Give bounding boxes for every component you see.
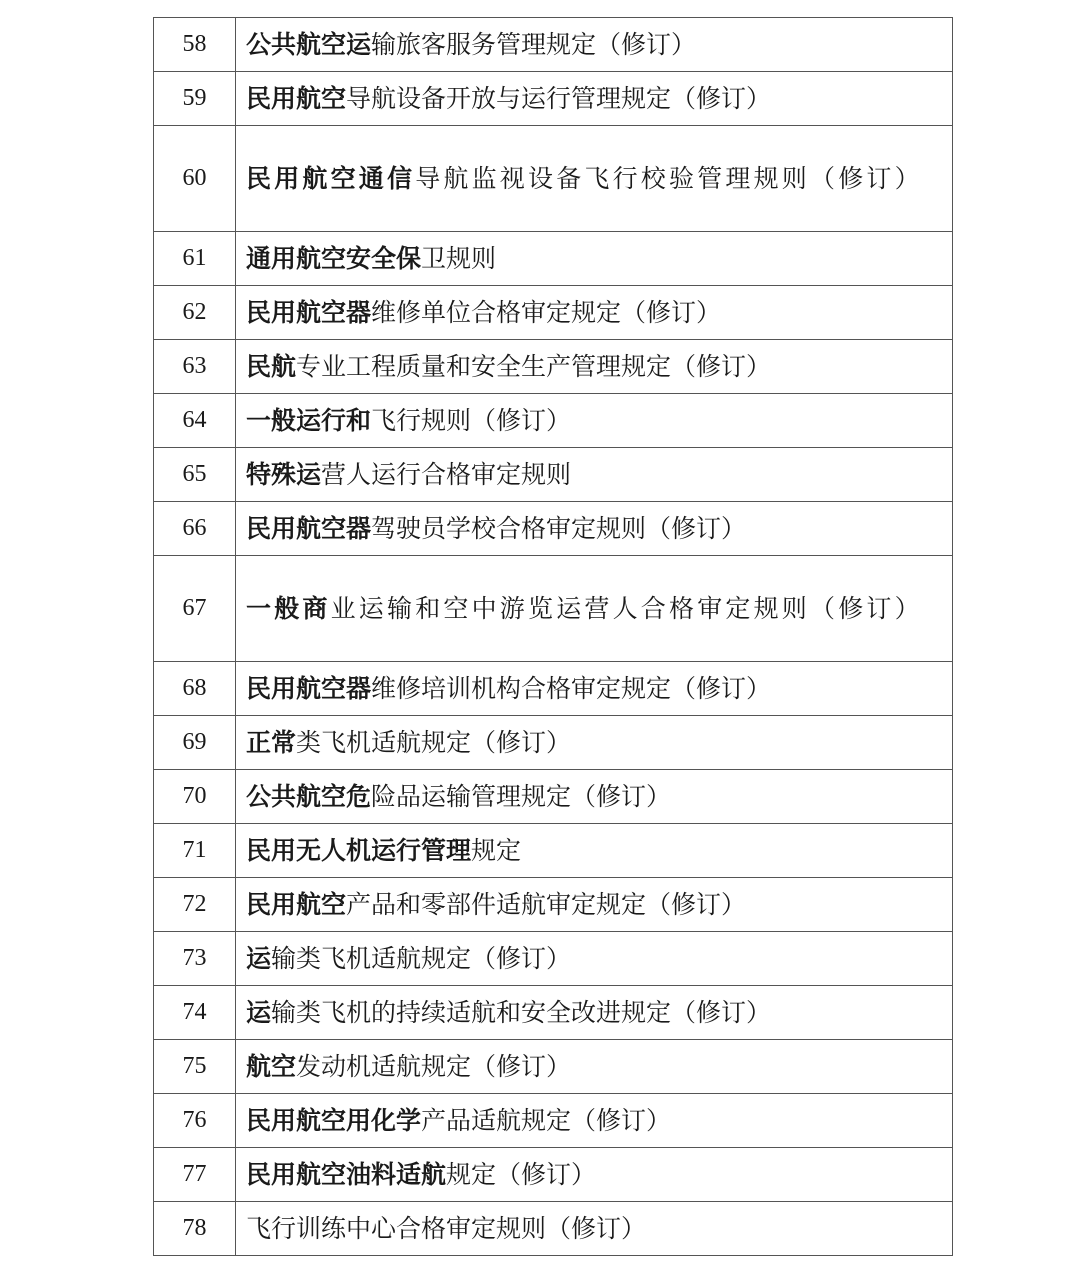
regulation-title <box>236 18 953 72</box>
row-number: 73 <box>154 932 236 986</box>
regulation-title <box>236 502 953 556</box>
regulation-title-bold: 运 <box>246 944 272 973</box>
regulation-title-text <box>246 298 721 327</box>
regulation-title-text <box>246 1052 571 1081</box>
row-number: 78 <box>154 1202 236 1256</box>
regulation-title <box>236 286 953 340</box>
regulation-title <box>236 126 953 232</box>
row-number: 60 <box>154 126 236 232</box>
regulation-title-rest: 产品和零部件适航审定规定（修订） <box>346 890 747 919</box>
table-row <box>154 556 953 662</box>
row-number: 69 <box>154 716 236 770</box>
regulation-title-rest: 业运输和空中游览运营人合格审定规则（修订） <box>330 593 923 623</box>
row-number: 64 <box>154 394 236 448</box>
regulation-title-text <box>246 836 521 865</box>
regulation-title <box>236 448 953 502</box>
row-number: 61 <box>154 232 236 286</box>
regulation-title-rest: 产品适航规定（修订） <box>421 1106 672 1135</box>
regulation-title <box>236 1094 953 1148</box>
regulation-title-text <box>246 594 923 623</box>
table-row <box>154 770 953 824</box>
regulation-title-bold: 民航 <box>246 352 297 381</box>
regulation-title <box>236 716 953 770</box>
row-number: 75 <box>154 1040 236 1094</box>
regulation-title-bold: 民用航空用化学 <box>246 1106 422 1135</box>
row-number: 63 <box>154 340 236 394</box>
table-row <box>154 18 953 72</box>
row-number: 76 <box>154 1094 236 1148</box>
row-number: 71 <box>154 824 236 878</box>
regulation-title-rest: 险品运输管理规定（修订） <box>371 782 672 811</box>
table-row <box>154 932 953 986</box>
regulation-table-body <box>154 18 953 1256</box>
regulation-title <box>236 556 953 662</box>
regulation-title-text <box>246 352 771 381</box>
table-row <box>154 394 953 448</box>
regulation-title-bold: 公共航空危 <box>246 782 372 811</box>
regulation-title-rest: 驾驶员学校合格审定规则（修订） <box>371 514 747 543</box>
regulation-title-bold: 特殊运 <box>246 460 322 489</box>
regulation-title-rest: 输类飞机的持续适航和安全改进规定（修订） <box>271 998 772 1027</box>
regulation-title-text <box>246 998 771 1027</box>
regulation-title-text <box>246 30 696 59</box>
regulation-title-bold: 民用航空器 <box>246 298 372 327</box>
regulation-title-rest: 发动机适航规定（修订） <box>296 1052 572 1081</box>
regulation-title <box>236 1148 953 1202</box>
regulation-title-bold: 正常 <box>246 728 297 757</box>
row-number: 66 <box>154 502 236 556</box>
regulation-title <box>236 1202 953 1256</box>
regulation-title-rest: 维修培训机构合格审定规定（修订） <box>371 674 772 703</box>
regulation-title-bold: 运 <box>246 998 272 1027</box>
table-row <box>154 878 953 932</box>
regulation-title-rest: 营人运行合格审定规则 <box>321 460 572 489</box>
regulation-title-text <box>246 728 571 757</box>
table-row <box>154 1094 953 1148</box>
regulation-title-bold: 一般商 <box>246 593 331 623</box>
regulation-title-rest: 规定（修订） <box>446 1160 597 1189</box>
row-number: 67 <box>154 556 236 662</box>
table-row <box>154 662 953 716</box>
row-number: 59 <box>154 72 236 126</box>
regulation-title-rest: 飞行规则（修订） <box>371 406 572 435</box>
table-row <box>154 986 953 1040</box>
regulation-title-text <box>246 674 771 703</box>
regulation-title-text <box>246 514 746 543</box>
regulation-title-text <box>246 164 923 193</box>
regulation-title-text <box>246 84 771 113</box>
row-number: 77 <box>154 1148 236 1202</box>
regulation-title-bold: 民用航空 <box>246 84 347 113</box>
row-number: 62 <box>154 286 236 340</box>
regulation-title-text <box>246 460 571 489</box>
regulation-title-text <box>246 782 671 811</box>
regulation-title-rest: 卫规则 <box>421 244 497 273</box>
table-row <box>154 72 953 126</box>
regulation-title <box>236 232 953 286</box>
table-row <box>154 286 953 340</box>
table-row <box>154 824 953 878</box>
regulation-title-rest: 导航监视设备飞行校验管理规则（修订） <box>415 163 923 193</box>
regulation-title-bold: 民用无人机运行管理 <box>246 836 472 865</box>
regulation-title <box>236 340 953 394</box>
row-number: 70 <box>154 770 236 824</box>
regulation-title-rest: 输旅客服务管理规定（修订） <box>371 30 697 59</box>
regulation-title <box>236 394 953 448</box>
regulation-title-bold: 一般运行和 <box>246 406 372 435</box>
regulation-title-text <box>246 890 746 919</box>
regulation-title-text <box>246 406 571 435</box>
table-row <box>154 1202 953 1256</box>
table-row <box>154 1040 953 1094</box>
regulation-title-rest: 专业工程质量和安全生产管理规定（修订） <box>296 352 772 381</box>
regulation-title-bold: 公共航空运 <box>246 30 372 59</box>
regulation-title <box>236 1040 953 1094</box>
table-row <box>154 340 953 394</box>
regulation-title-rest: 导航设备开放与运行管理规定（修订） <box>346 84 772 113</box>
regulation-title <box>236 824 953 878</box>
regulation-title-rest: 飞行训练中心合格审定规则（修订） <box>246 1214 647 1243</box>
table-row <box>154 126 953 232</box>
regulation-title-bold: 民用航空器 <box>246 674 372 703</box>
table-row <box>154 502 953 556</box>
regulation-title-rest: 规定 <box>471 836 522 865</box>
regulation-table <box>153 17 953 1256</box>
table-row <box>154 1148 953 1202</box>
regulation-title <box>236 932 953 986</box>
regulation-title-text <box>246 244 496 273</box>
regulation-title <box>236 662 953 716</box>
regulation-title-bold: 民用航空油料适航 <box>246 1160 447 1189</box>
row-number: 58 <box>154 18 236 72</box>
row-number: 72 <box>154 878 236 932</box>
regulation-title-rest: 类飞机适航规定（修订） <box>296 728 572 757</box>
regulation-title <box>236 72 953 126</box>
row-number: 74 <box>154 986 236 1040</box>
regulation-title-text <box>246 1160 596 1189</box>
table-row <box>154 232 953 286</box>
regulation-title <box>236 986 953 1040</box>
row-number: 68 <box>154 662 236 716</box>
table-row <box>154 448 953 502</box>
row-number: 65 <box>154 448 236 502</box>
regulation-title <box>236 770 953 824</box>
regulation-title-text <box>246 944 571 973</box>
regulation-title-bold: 民用航空 <box>246 890 347 919</box>
regulation-title-rest: 维修单位合格审定规定（修订） <box>371 298 722 327</box>
regulation-title-text <box>246 1214 646 1243</box>
regulation-title <box>236 878 953 932</box>
regulation-title-bold: 民用航空通信 <box>246 163 416 193</box>
regulation-title-bold: 民用航空器 <box>246 514 372 543</box>
regulation-title-bold: 航空 <box>246 1052 297 1081</box>
regulation-title-rest: 输类飞机适航规定（修订） <box>271 944 572 973</box>
regulation-title-bold: 通用航空安全保 <box>246 244 422 273</box>
table-row <box>154 716 953 770</box>
regulation-title-text <box>246 1106 671 1135</box>
